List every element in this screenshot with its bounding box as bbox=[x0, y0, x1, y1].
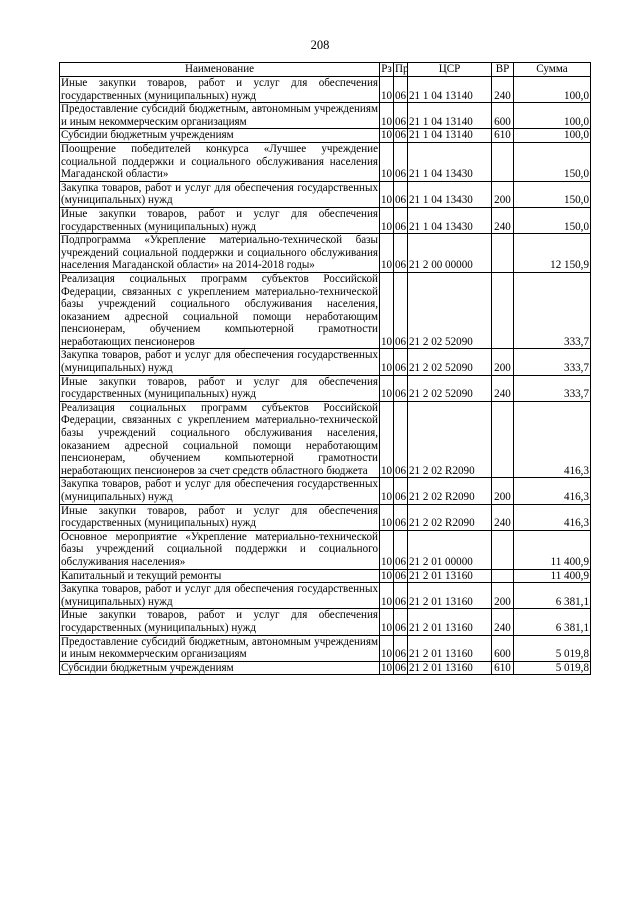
row-rz-cell: 10 bbox=[380, 401, 394, 478]
row-pr-cell: 06 bbox=[394, 530, 408, 569]
row-sum-cell: 150,0 bbox=[514, 142, 591, 181]
row-pr-cell: 06 bbox=[394, 609, 408, 635]
row-rz-cell: 10 bbox=[380, 583, 394, 609]
row-vr-cell bbox=[492, 569, 514, 583]
row-vr-cell bbox=[492, 272, 514, 349]
column-header-name: Наименование bbox=[60, 63, 380, 77]
row-sum-cell: 333,7 bbox=[514, 349, 591, 375]
table-body bbox=[60, 77, 591, 675]
row-csr-cell: 21 2 02 52090 bbox=[408, 375, 492, 401]
row-vr-cell bbox=[492, 234, 514, 273]
row-name-cell: Иные закупки товаров, работ и услуг для обеспечения государственных (муниципальных) нужд bbox=[61, 77, 378, 102]
row-csr-cell: 21 2 02 52090 bbox=[408, 349, 492, 375]
row-csr-cell: 21 2 02 R2090 bbox=[408, 504, 492, 530]
row-sum-cell: 5 019,8 bbox=[514, 661, 591, 675]
row-pr-cell: 06 bbox=[394, 77, 408, 103]
row-rz-cell: 10 bbox=[381, 129, 393, 142]
row-sum-cell: 100,0 bbox=[514, 103, 591, 129]
row-rz-cell: 10 bbox=[380, 181, 394, 207]
row-name-cell: Иные закупки товаров, работ и услуг для обеспечения государственных (муниципальных) нужд bbox=[61, 207, 378, 233]
row-csr-cell: 21 2 02 52090 bbox=[408, 272, 492, 349]
row-vr-cell: 600 bbox=[492, 103, 514, 129]
row-sum-cell: 12 150,9 bbox=[514, 234, 591, 273]
row-pr-cell: 06 bbox=[394, 478, 408, 504]
row-rz-cell: 10 bbox=[380, 478, 394, 504]
row-sum-cell: 100,0 bbox=[514, 129, 591, 143]
row-pr-cell: 06 bbox=[394, 635, 408, 661]
row-name-cell: Закупка товаров, работ и услуг для обеспечения государственных (муниципальных) нужд bbox=[61, 478, 378, 503]
row-vr-cell: 600 bbox=[492, 635, 514, 661]
row-name-cell: Субсидии бюджетным учреждениям bbox=[60, 129, 380, 143]
row-pr-cell: 06 bbox=[394, 272, 408, 349]
table-row bbox=[60, 349, 591, 375]
table-row bbox=[60, 635, 591, 661]
row-vr-cell: 200 bbox=[492, 349, 514, 375]
row-rz-cell: 10 bbox=[380, 272, 394, 349]
row-sum-cell: 11 400,9 bbox=[514, 569, 591, 583]
table-row bbox=[60, 661, 591, 675]
row-name-cell: Иные закупки товаров, работ и услуг для обеспечения государственных (муниципальных) нужд bbox=[61, 375, 378, 401]
row-sum-cell: 11 400,9 bbox=[514, 530, 591, 569]
row-vr-cell: 610 bbox=[492, 661, 514, 675]
page-number: 208 bbox=[310, 38, 330, 52]
budget-table bbox=[59, 62, 591, 675]
row-rz-cell: 10 bbox=[380, 609, 394, 635]
row-rz-cell: 10 bbox=[380, 103, 394, 129]
row-name-cell: Поощрение победителей конкурса «Лучшее учреждение социальной поддержки и социального обслуживания населения Магаданской области» bbox=[61, 142, 378, 181]
row-csr-cell: 21 2 02 R2090 bbox=[408, 478, 492, 504]
table-row bbox=[60, 401, 591, 478]
row-vr-cell: 200 bbox=[492, 478, 514, 504]
row-pr-cell: 06 bbox=[394, 142, 408, 181]
row-csr-cell: 21 1 04 13430 bbox=[408, 207, 492, 233]
row-csr-cell: 21 2 02 R2090 bbox=[408, 401, 492, 478]
table-row bbox=[60, 103, 591, 129]
row-name-cell: Реализация социальных программ субъектов Российской Федерации, связанных с укреплением материально-технической базы учреждений социального обслуживания населения, оказанием адресной социальной помощи неработающим пенсионерам, обучением компьютерной грамотности неработающих пенсионеров bbox=[61, 272, 378, 348]
row-vr-cell: 240 bbox=[492, 504, 514, 530]
row-csr-cell: 21 2 01 13160 bbox=[408, 583, 492, 609]
row-sum-cell: 6 381,1 bbox=[514, 609, 591, 635]
row-sum-cell: 5 019,8 bbox=[514, 635, 591, 661]
table-row bbox=[60, 583, 591, 609]
row-rz-cell: 10 bbox=[380, 504, 394, 530]
row-vr-cell: 200 bbox=[492, 583, 514, 609]
row-vr-cell bbox=[492, 401, 514, 478]
row-csr-cell: 21 2 01 13160 bbox=[408, 609, 492, 635]
table-row bbox=[60, 77, 591, 103]
row-name-cell: Реализация социальных программ субъектов Российской Федерации, связанных с укреплением материально-технической базы учреждений социального обслуживания населения, оказанием адресной социальной помощи неработающим пенсионерам, обучением компьютерной грамотности неработающих пенсионеров за счет средств областного бюджета bbox=[61, 401, 378, 477]
table-row bbox=[60, 207, 591, 233]
row-csr-cell: 21 1 04 13430 bbox=[408, 181, 492, 207]
table-row bbox=[60, 569, 591, 583]
row-rz-cell: 10 bbox=[380, 530, 394, 569]
row-pr-cell: 06 bbox=[394, 349, 408, 375]
table-row bbox=[60, 375, 591, 401]
row-name-cell: Закупка товаров, работ и услуг для обеспечения государственных (муниципальных) нужд bbox=[61, 181, 378, 207]
row-sum-cell: 333,7 bbox=[514, 272, 591, 349]
row-rz-cell: 10 bbox=[380, 234, 394, 273]
row-csr-cell: 21 2 01 13160 bbox=[408, 569, 492, 583]
row-pr-cell: 06 bbox=[394, 181, 408, 207]
column-header-rz: Рз bbox=[381, 63, 392, 76]
row-csr-cell: 21 1 04 13140 bbox=[408, 129, 492, 143]
row-pr-cell: 06 bbox=[395, 569, 407, 582]
column-header-vr: ВР bbox=[492, 63, 514, 77]
row-csr-cell: 21 2 01 13160 bbox=[408, 635, 492, 661]
row-csr-cell: 21 2 00 00000 bbox=[408, 234, 492, 273]
row-pr-cell: 06 bbox=[394, 103, 408, 129]
row-pr-cell: 06 bbox=[395, 661, 407, 674]
row-vr-cell: 240 bbox=[492, 375, 514, 401]
table-row bbox=[60, 272, 591, 349]
row-name-cell: Закупка товаров, работ и услуг для обеспечения государственных (муниципальных) нужд bbox=[61, 583, 378, 608]
row-pr-cell: 06 bbox=[394, 207, 408, 233]
table-row bbox=[60, 530, 591, 569]
row-sum-cell: 333,7 bbox=[514, 375, 591, 401]
row-sum-cell: 150,0 bbox=[514, 181, 591, 207]
row-vr-cell: 240 bbox=[492, 77, 514, 103]
row-rz-cell: 10 bbox=[380, 375, 394, 401]
row-name-cell: Подпрограмма «Укрепление материально-технической базы учреждений социальной поддержки и социального обслуживания населения Магаданской области» на 2014-2018 годы» bbox=[61, 234, 378, 272]
column-header-sum: Сумма bbox=[514, 63, 591, 77]
row-vr-cell bbox=[492, 142, 514, 181]
row-pr-cell: 06 bbox=[395, 129, 407, 142]
row-name-cell: Предоставление субсидий бюджетным, автономным учреждениям и иным некоммерческим организациям bbox=[61, 103, 378, 128]
row-csr-cell: 21 2 01 13160 bbox=[408, 661, 492, 675]
row-name-cell: Иные закупки товаров, работ и услуг для обеспечения государственных (муниципальных) нужд bbox=[61, 504, 378, 530]
column-header-pr: Пр bbox=[395, 63, 409, 76]
row-rz-cell: 10 bbox=[380, 142, 394, 181]
table-row bbox=[60, 478, 591, 504]
row-pr-cell: 06 bbox=[394, 504, 408, 530]
row-vr-cell bbox=[492, 530, 514, 569]
table-row bbox=[60, 181, 591, 207]
row-name-cell: Капитальный и текущий ремонты bbox=[60, 569, 380, 583]
row-name-cell: Субсидии бюджетным учреждениям bbox=[60, 661, 380, 675]
row-rz-cell: 10 bbox=[381, 569, 393, 582]
table-row bbox=[60, 129, 591, 143]
row-vr-cell: 200 bbox=[492, 181, 514, 207]
row-pr-cell: 06 bbox=[394, 583, 408, 609]
row-rz-cell: 10 bbox=[380, 635, 394, 661]
table-header-row bbox=[60, 63, 591, 77]
row-vr-cell: 240 bbox=[492, 207, 514, 233]
row-csr-cell: 21 2 01 00000 bbox=[408, 530, 492, 569]
row-sum-cell: 416,3 bbox=[514, 504, 591, 530]
row-rz-cell: 10 bbox=[380, 349, 394, 375]
row-pr-cell: 06 bbox=[394, 234, 408, 273]
row-vr-cell: 610 bbox=[492, 129, 514, 143]
row-vr-cell: 240 bbox=[492, 609, 514, 635]
row-sum-cell: 100,0 bbox=[514, 77, 591, 103]
row-sum-cell: 6 381,1 bbox=[514, 583, 591, 609]
row-rz-cell: 10 bbox=[380, 207, 394, 233]
row-name-cell: Предоставление субсидий бюджетным, автономным учреждениям и иным некоммерческим организациям bbox=[61, 635, 378, 661]
row-pr-cell: 06 bbox=[394, 375, 408, 401]
table-row bbox=[60, 504, 591, 530]
row-rz-cell: 10 bbox=[380, 77, 394, 103]
table-row bbox=[60, 609, 591, 635]
row-csr-cell: 21 1 04 13430 bbox=[408, 142, 492, 181]
table-row bbox=[60, 142, 591, 181]
row-csr-cell: 21 1 04 13140 bbox=[408, 77, 492, 103]
row-name-cell: Закупка товаров, работ и услуг для обеспечения государственных (муниципальных) нужд bbox=[61, 349, 378, 375]
row-pr-cell: 06 bbox=[394, 401, 408, 478]
row-sum-cell: 416,3 bbox=[514, 401, 591, 478]
row-rz-cell: 10 bbox=[381, 661, 393, 674]
row-csr-cell: 21 1 04 13140 bbox=[408, 103, 492, 129]
column-header-csr: ЦСР bbox=[408, 63, 492, 77]
row-name-cell: Основное мероприятие «Укрепление материально-технической базы учреждений социальной поддержки и социального обслуживания населения» bbox=[61, 530, 378, 568]
row-name-cell: Иные закупки товаров, работ и услуг для обеспечения государственных (муниципальных) нужд bbox=[61, 609, 378, 634]
table-row bbox=[60, 234, 591, 273]
row-sum-cell: 416,3 bbox=[514, 478, 591, 504]
row-sum-cell: 150,0 bbox=[514, 207, 591, 233]
